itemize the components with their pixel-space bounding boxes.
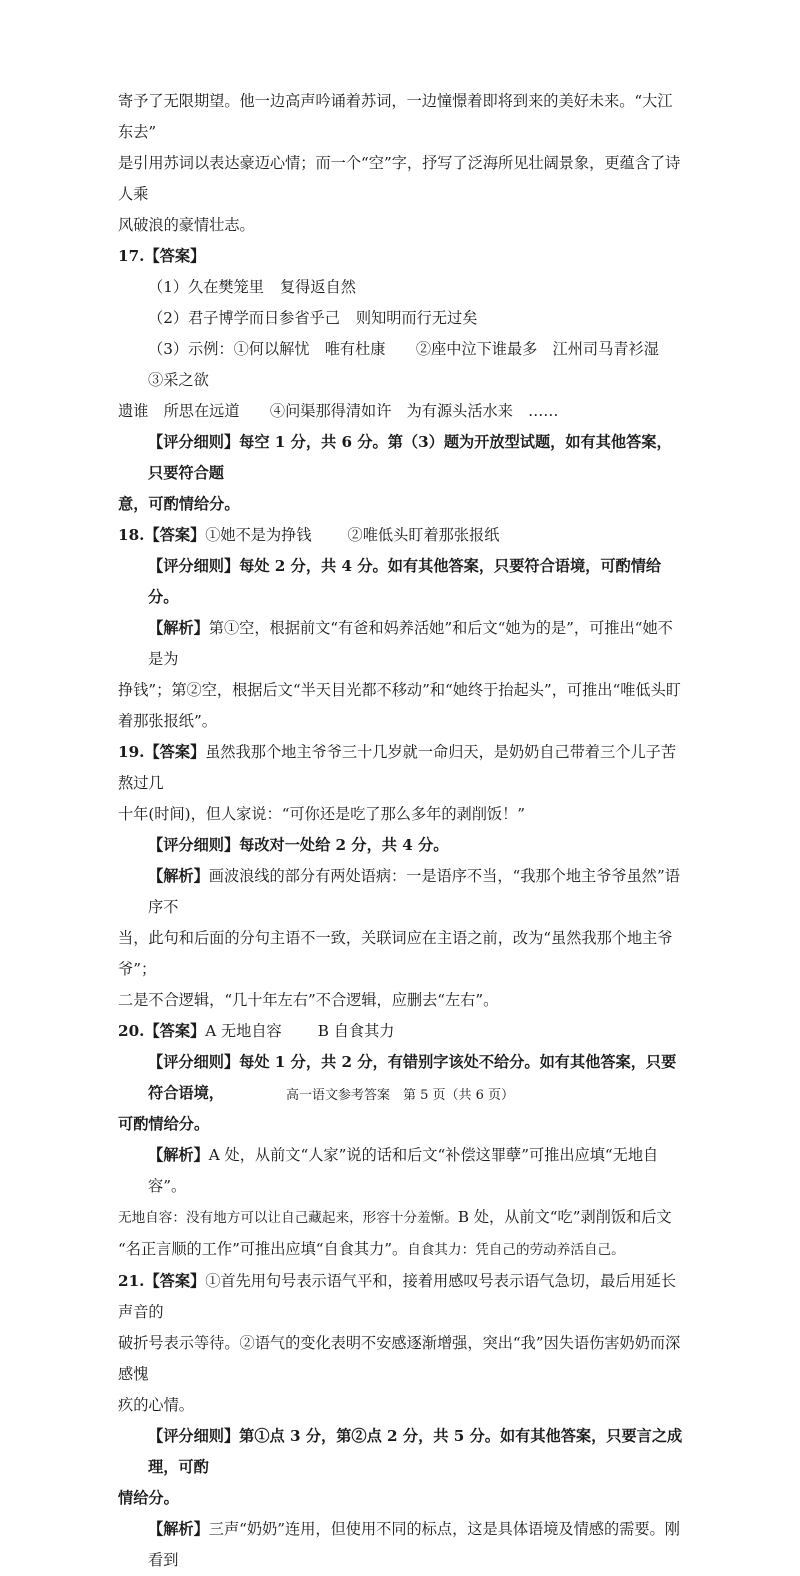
page-footer: 高一语文参考答案 第 5 页（共 6 页） bbox=[285, 1088, 515, 1103]
q19-rubric: 【评分细则】每改对一处给 2 分，共 4 分。 bbox=[148, 836, 449, 854]
q20-analysis-cont: 无地自容：没有地方可以让自己藏起来，形容十分羞惭。B 处，从前文“吃”剥削饭和后文 bbox=[118, 1208, 672, 1226]
intro-line: 是引用苏词以表达豪迈心情；而一个“空”字，抒写了泛海所见壮阔景象，更蕴含了诗人乘 bbox=[118, 154, 681, 203]
q17-answer-3-line2: 遗谁 所思在远道 ④问渠那得清如许 为有源头活水来 …… bbox=[118, 402, 559, 420]
q18-analysis-cont: 挣钱”；第②空，根据后文“半天目光都不移动”和“她终于抬起头”，可推出“唯低头盯 bbox=[118, 681, 681, 699]
q18-analysis-cont: 着那张报纸”。 bbox=[118, 712, 217, 730]
q18-rubric: 【评分细则】每处 2 分，共 4 分。如有其他答案，只要符合语境，可酌情给分。 bbox=[148, 557, 662, 606]
intro-line: 寄予了无限期望。他一边高声吟诵着苏词，一边憧憬着即将到来的美好未来。“大江东去” bbox=[118, 92, 673, 141]
q19-analysis-cont: 当，此句和后面的分句主语不一致，关联词应在主语之前，改为“虽然我那个地主爷爷”； bbox=[118, 929, 673, 978]
q21-rubric-cont: 情给分。 bbox=[118, 1489, 179, 1507]
q21-answer-cont: 疚的心情。 bbox=[118, 1396, 194, 1414]
q21-answer-cont: 破折号表示等待。②语气的变化表明不安感逐渐增强，突出“我”因失语伤害奶奶而深感愧 bbox=[118, 1334, 681, 1383]
q18-analysis: 【解析】第①空，根据前文“有爸和妈养活她”和后文“她为的是”，可推出“她不是为 bbox=[148, 619, 673, 668]
q21-rubric: 【评分细则】第①点 3 分，第②点 2 分，共 5 分。如有其他答案，只要言之成理，可酌 bbox=[148, 1427, 683, 1476]
intro-line: 风破浪的豪情壮志。 bbox=[118, 216, 255, 234]
q20-analysis-cont: “名正言顺的工作”可推出应填“自食其力”。自食其力：凭自己的劳动养活自己。 bbox=[118, 1240, 625, 1258]
q17-answer-3-line1: （3）示例：①何以解忧 唯有杜康 ②座中泣下谁最多 江州司马青衫湿 ③采之欲 bbox=[148, 340, 690, 389]
q19-analysis: 【解析】画波浪线的部分有两处语病：一是语序不当，“我那个地主爷爷虽然”语序不 bbox=[148, 867, 680, 916]
q17-rubric-cont: 意，可酌情给分。 bbox=[118, 495, 240, 513]
q19-number: 19. bbox=[118, 743, 145, 761]
q20-rubric: 【评分细则】每处 1 分，共 2 分，有错别字该处不给分。如有其他答案，只要符合语境， bbox=[148, 1053, 677, 1102]
q18-header: 18.【答案】①她不是为挣钱 ②唯低头盯着那张报纸 bbox=[118, 526, 500, 544]
q17-answer-2: （2）君子博学而日参省乎己 则知明而行无过矣 bbox=[148, 309, 478, 327]
q19-header: 19.【答案】虽然我那个地主爷爷三十几岁就一命归天，是奶奶自己带着三个儿子苦熬过几 bbox=[118, 743, 676, 792]
q20-number: 20. bbox=[118, 1022, 145, 1040]
q17-number: 17. bbox=[118, 247, 145, 265]
q17-rubric: 【评分细则】每空 1 分，共 6 分。第（3）题为开放型试题，如有其他答案，只要符合题 bbox=[148, 433, 672, 482]
definition-text: 自食其力：凭自己的劳动养活自己。 bbox=[407, 1242, 625, 1258]
q21-header: 21.【答案】①首先用句号表示语气平和，接着用感叹号表示语气急切，最后用延长声音的 bbox=[118, 1272, 676, 1321]
q19-analysis-cont: 二是不合逻辑，“几十年左右”不合逻辑，应删去“左右”。 bbox=[118, 991, 499, 1009]
definition-text: 无地自容：没有地方可以让自己藏起来，形容十分羞惭。 bbox=[118, 1210, 458, 1226]
q21-analysis: 【解析】三声“奶奶”连用，但使用不同的标点，这是具体语境及情感的需要。刚看到 bbox=[148, 1520, 680, 1569]
q20-header: 20.【答案】A 无地自容 B 自食其力 bbox=[118, 1022, 395, 1040]
q17-header bbox=[118, 241, 684, 272]
q17-answer-1: （1）久在樊笼里 复得返自然 bbox=[148, 278, 356, 296]
q21-number: 21. bbox=[118, 1272, 145, 1290]
q17-answer-tag: 【答案】 bbox=[144, 247, 206, 265]
q20-analysis: 【解析】A 处，从前文“人家”说的话和后文“补偿这罪孽”可推出应填“无地自容”。 bbox=[148, 1146, 659, 1195]
q19-answer-cont: 十年(时间)，但人家说：“可你还是吃了那么多年的剥削饭！” bbox=[118, 805, 526, 823]
q18-number: 18. bbox=[118, 526, 145, 544]
answer-content bbox=[118, 86, 690, 1576]
q20-rubric-cont: 可酌情给分。 bbox=[118, 1115, 210, 1133]
